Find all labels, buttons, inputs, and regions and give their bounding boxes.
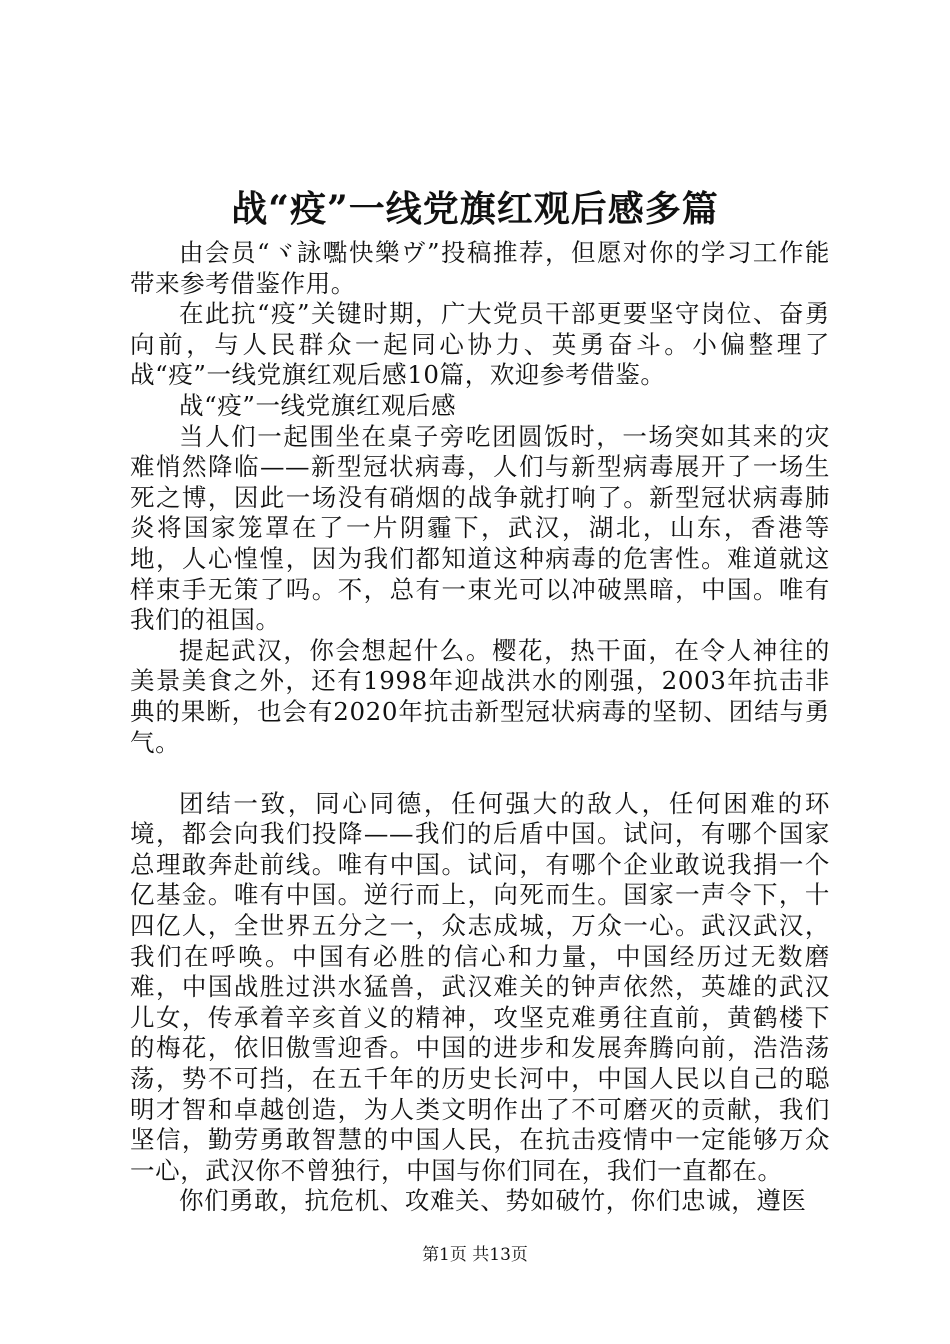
paragraph-body: 你们勇敢，抗危机、攻难关、势如破竹，你们忠诚，遵医 (179, 1186, 807, 1216)
document-body (130, 238, 830, 1217)
document-title: 战“疫”一线党旗红观后感多篇 (231, 188, 719, 230)
section-heading: 战“疫”一线党旗红观后感 (179, 390, 457, 420)
paragraph-body: 当人们一起围坐在桌子旁吃团圆饭时，一场突如其来的灾难悄然降临——新型冠状病毒，人们与新型病毒展开了一场生死之博，因此一场没有硝烟的战争就打响了。新型冠状病毒肺炎将国家笼罩在了一片阴霾下，武汉，湖北，山东，香港等地，人心惶惶，因为我们都知道这种病毒的危害性。难道就这样束手无策了吗。不，总有一束光可以冲破黑暗，中国。唯有我们的祖国。 (130, 421, 830, 635)
paragraph-intro: 由会员“ヾ詠嚸快樂ヴ”投稿推荐，但愿对你的学习工作能带来参考借鉴作用。 (130, 238, 830, 298)
paragraph-summary: 在此抗“疫”关键时期，广大党员干部更要坚守岗位、奋勇向前，与人民群众一起同心协力、英勇奋斗。小偏整理了战“疫”一线党旗红观后感10篇，欢迎参考借鉴。 (130, 299, 830, 390)
paragraph-body: 团结一致，同心同德，任何强大的敌人，任何困难的环境，都会向我们投降——我们的后盾中国。试问，有哪个国家总理敢奔赴前线。唯有中国。试问，有哪个企业敢说我捐一个亿基金。唯有中国。逆行而上，向死而生。国家一声令下，十四亿人，全世界五分之一，众志成城，万众一心。武汉武汉，我们在呼唤。中国有必胜的信心和力量，中国经历过无数磨难，中国战胜过洪水猛兽，武汉难关的钟声依然，英雄的武汉儿女，传承着辛亥首义的精神，攻坚克难勇往直前，黄鹤楼下的梅花，依旧傲雪迎香。中国的进步和发展奔腾向前，浩浩荡荡，势不可挡，在五千年的历史长河中，中国人民以自己的聪明才智和卓越创造，为人类文明作出了不可磨灭的贡献，我们坚信，勤劳勇敢智慧的中国人民，在抗击疫情中一定能够万众一心，武汉你不曾独行，中国与你们同在，我们一直都在。 (130, 788, 830, 1185)
paragraph-body: 提起武汉，你会想起什么。樱花，热干面，在令人神往的美景美食之外，还有1998年迎战洪水的刚强，2003年抗击非典的果断，也会有2020年抗击新型冠状病毒的坚韧、团结与勇气。 (130, 635, 830, 757)
page-number-footer: 第1页 共13页 (422, 1245, 528, 1265)
